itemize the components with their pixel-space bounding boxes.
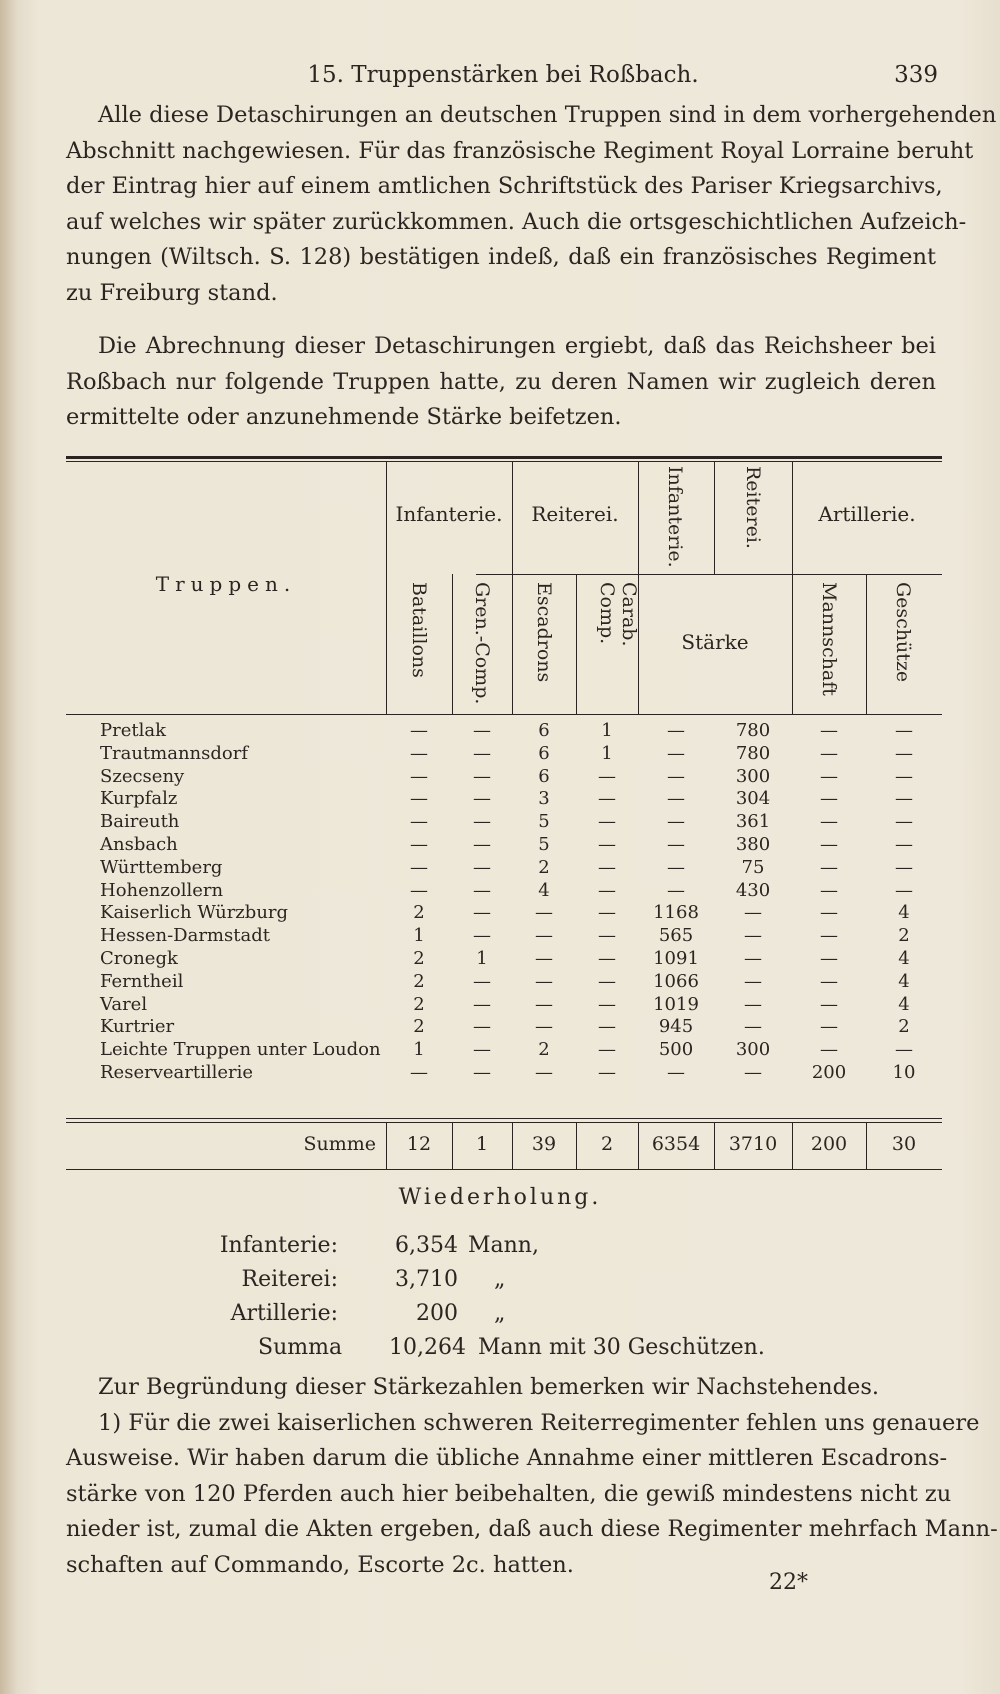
cell-carab-comp: — [598,788,616,810]
cell-inf-staerke: — [667,765,685,787]
cell-geschuetze: — [895,833,913,855]
cell-rei-staerke: — [744,1061,762,1083]
cell-inf-staerke: — [667,788,685,810]
cell-bataillons: 2 [413,902,425,924]
sum-mannschaft: 200 [810,1133,848,1155]
sum-bataillons: 12 [406,1133,432,1155]
cell-escadrons: 4 [538,879,550,901]
cell-carab-comp: — [598,947,616,969]
table-row [66,925,942,948]
cell-inf-staerke: 1019 [653,993,699,1015]
cell-gren-comp: — [473,970,491,992]
recap-summa-rest: Mann mit 30 Geschützen. [478,1335,765,1360]
sum-escadrons: 39 [531,1133,557,1155]
recap-rei-label: Reiterei: [241,1267,338,1292]
text-line: auf welches wir später zurückkommen. Auch die ortsgeschichtlichen Aufzeich- [66,208,967,235]
text-line: Zur Begründung dieser Stärkezahlen bemerken wir Nachstehendes. [98,1374,880,1400]
cell-name: Hessen-Darmstadt [100,925,270,947]
cell-rei-staerke: — [744,1016,762,1038]
cell-escadrons: 5 [538,811,550,833]
cell-name: Reserveartillerie [100,1061,254,1083]
sum-carab-comp: 2 [600,1133,614,1155]
cell-mannschaft: — [820,970,838,992]
cell-name: Kaiserlich Würzburg [100,902,289,924]
table-row [66,743,942,766]
cell-geschuetze: — [895,1039,913,1061]
cell-geschuetze: 2 [898,1016,910,1038]
table-row [66,880,942,903]
text-line: nieder ist, zumal die Akten ergeben, daß auch diese Regimenter mehrfach Mann- [66,1516,998,1543]
cell-bataillons: 2 [413,947,425,969]
cell-mannschaft: — [820,788,838,810]
cell-rei-staerke: 300 [735,765,771,787]
cell-bataillons: 2 [413,1016,425,1038]
sum-top-rule [66,1118,942,1119]
cell-carab-comp: 1 [601,720,613,741]
cell-mannschaft: — [820,925,838,947]
cell-bataillons: — [410,1061,428,1083]
cell-carab-comp: — [598,925,616,947]
table-top-rule [66,456,942,459]
cell-bataillons: — [410,720,428,741]
cell-escadrons: — [535,902,553,924]
cell-inf-staerke: 1091 [653,947,699,969]
cell-mannschaft: — [820,811,838,833]
recap-rei-unit: „ [494,1267,506,1292]
recap-art-label: Artillerie: [230,1301,338,1326]
cell-gren-comp: — [473,993,491,1015]
cell-escadrons: — [535,925,553,947]
cell-geschuetze: — [895,811,913,833]
cell-mannschaft: 200 [811,1061,847,1083]
cell-inf-staerke: 1066 [653,970,699,992]
sum-rei-staerke: 3710 [728,1133,778,1155]
text-line: Ausweise. Wir haben darum die übliche Annahme einer mittleren Escadrons- [66,1445,948,1472]
text-line: Abschnitt nachgewiesen. Für das französische Regiment Royal Lorraine beruht [66,137,974,164]
cell-geschuetze: — [895,765,913,787]
cell-escadrons: 6 [538,765,550,787]
cell-carab-comp: — [598,902,616,924]
header-bataillons: Bataillons [408,582,430,678]
header-gren-comp: Gren.-Comp. [471,582,493,705]
cell-name: Kurpfalz [100,788,178,810]
cell-mannschaft: — [820,1039,838,1061]
header-reiterei-group: Reiterei. [531,502,619,526]
cell-inf-staerke: — [667,833,685,855]
cell-mannschaft: — [820,833,838,855]
header-carab-comp: Carab. Comp. [596,582,640,647]
recap-summa-label: Summa [258,1335,343,1360]
cell-escadrons: 6 [538,742,550,764]
header-mannschaft: Mannschaft [818,582,840,696]
cell-carab-comp: — [598,1061,616,1083]
col-divider [714,462,715,574]
cell-gren-comp: 1 [476,947,488,969]
cell-geschuetze: — [895,788,913,810]
recap-inf-value: 6,354 [395,1233,458,1258]
sum-geschuetze: 30 [891,1133,917,1155]
cell-inf-staerke: 565 [658,925,694,947]
col-divider [576,574,577,714]
table-body [66,720,942,1085]
table-row [66,834,942,857]
cell-escadrons: 2 [538,1039,550,1061]
cell-carab-comp: — [598,856,616,878]
table-row [66,948,942,971]
recap-inf-label: Infanterie: [219,1233,338,1258]
cell-inf-staerke: — [667,1061,685,1083]
cell-gren-comp: — [473,902,491,924]
table-row [66,720,942,743]
cell-name: Trautmannsdorf [100,742,249,764]
cell-escadrons: — [535,947,553,969]
header-escadrons: Escadrons [533,582,555,683]
cell-gren-comp: — [473,925,491,947]
cell-inf-staerke: — [667,879,685,901]
cell-carab-comp: — [598,765,616,787]
cell-mannschaft: — [820,902,838,924]
header-truppen: Truppen. [155,572,297,596]
running-title: 15. Truppenstärken bei Roßbach. [307,62,699,88]
signature-mark: 22* [769,1570,808,1595]
cell-carab-comp: — [598,993,616,1015]
cell-bataillons: 2 [413,970,425,992]
paragraph-1 [66,98,997,312]
cell-inf-staerke: — [667,742,685,764]
recap-rei-value: 3,710 [395,1267,458,1292]
cell-escadrons: — [535,1061,553,1083]
table-row [66,1039,942,1062]
sum-gren-comp: 1 [475,1133,489,1155]
cell-rei-staerke: — [744,970,762,992]
cell-gren-comp: — [473,833,491,855]
cell-name: Baireuth [100,811,180,833]
cell-gren-comp: — [473,1061,491,1083]
cell-escadrons: — [535,1016,553,1038]
cell-name: Ferntheil [100,970,184,992]
col-divider [866,574,867,714]
cell-gren-comp: — [473,742,491,764]
cell-carab-comp: 1 [601,742,613,764]
page-header [68,62,938,102]
cell-mannschaft: — [820,742,838,764]
table-row [66,857,942,880]
header-reiterei-vertical: Reiterei. [742,466,764,549]
cell-mannschaft: — [820,856,838,878]
recap-art-unit: „ [494,1301,506,1326]
cell-name: Varel [100,993,148,1015]
header-bottom-rule [66,714,942,715]
cell-geschuetze: 4 [898,970,910,992]
cell-rei-staerke: 361 [735,811,771,833]
cell-inf-staerke: 1168 [653,902,699,924]
text-line: 1) Für die zwei kaiserlichen schweren Reiterregimenter fehlen uns genauere [98,1409,980,1436]
cell-gren-comp: — [473,1039,491,1061]
cell-name: Cronegk [100,947,178,969]
cell-inf-staerke: 500 [658,1039,694,1061]
cell-bataillons: — [410,879,428,901]
text-line: Alle diese Detaschirungen an deutschen Truppen sind in dem vorhergehenden [98,102,997,128]
cell-name: Leichte Truppen unter Loudon [100,1039,381,1061]
cell-bataillons: — [410,742,428,764]
cell-bataillons: 1 [413,925,425,947]
sum-inf-staerke: 6354 [651,1133,701,1155]
header-geschuetze: Geschütze [892,582,914,683]
table-row [66,1062,942,1085]
cell-bataillons: — [410,765,428,787]
cell-mannschaft: — [820,1016,838,1038]
recap-inf-unit: Mann, [468,1233,539,1258]
cell-carab-comp: — [598,879,616,901]
cell-mannschaft: — [820,879,838,901]
header-staerke: Stärke [681,630,749,654]
cell-escadrons: 6 [538,720,550,741]
cell-rei-staerke: — [744,902,762,924]
cell-escadrons: — [535,970,553,992]
col-divider [512,462,513,714]
cell-geschuetze: 4 [898,902,910,924]
cell-rei-staerke: — [744,993,762,1015]
cell-geschuetze: — [895,856,913,878]
cell-geschuetze: 2 [898,925,910,947]
sum-row [66,1120,942,1168]
table-top-rule-thin [66,461,942,462]
cell-inf-staerke: — [667,856,685,878]
paragraph-2 [66,329,936,436]
table-row [66,811,942,834]
cell-inf-staerke: — [667,720,685,741]
text-line: der Eintrag hier auf einem amtlichen Schriftstück des Pariser Kriegsarchivs, [66,173,943,200]
cell-escadrons: 3 [538,788,550,810]
cell-name: Württemberg [100,856,223,878]
cell-escadrons: 2 [538,856,550,878]
recap-art-value: 200 [416,1301,458,1326]
table-row [66,788,942,811]
cell-carab-comp: — [598,833,616,855]
header-artillerie-group: Artillerie. [818,502,916,526]
cell-geschuetze: 10 [892,1061,916,1083]
col-divider [452,574,453,714]
cell-carab-comp: — [598,970,616,992]
cell-geschuetze: — [895,720,913,741]
cell-gren-comp: — [473,811,491,833]
cell-geschuetze: — [895,879,913,901]
cell-name: Szecseny [100,765,185,787]
cell-name: Kurtrier [100,1016,175,1038]
cell-gren-comp: — [473,1016,491,1038]
cell-rei-staerke: 780 [735,742,771,764]
table-row [66,766,942,789]
table-row [66,902,942,925]
col-divider [792,462,793,714]
col-divider [386,462,387,714]
cell-geschuetze: 4 [898,993,910,1015]
cell-gren-comp: — [473,856,491,878]
cell-rei-staerke: — [744,925,762,947]
cell-gren-comp: — [473,879,491,901]
cell-gren-comp: — [473,788,491,810]
header-infanterie-vertical: Infanterie. [664,466,686,568]
cell-geschuetze: — [895,742,913,764]
cell-name: Pretlak [100,720,166,741]
cell-rei-staerke: 75 [741,856,765,878]
cell-mannschaft: — [820,765,838,787]
cell-carab-comp: — [598,1039,616,1061]
cell-gren-comp: — [473,720,491,741]
text-line: Die Abrechnung dieser Detaschirungen ergiebt, daß das Reichsheer bei [98,333,936,359]
cell-escadrons: — [535,993,553,1015]
cell-name: Hohenzollern [100,879,224,901]
cell-rei-staerke: 430 [735,879,771,901]
text-line: ermittelte oder anzunehmende Stärke beifetzen. [66,404,622,431]
text-line: zu Freiburg stand. [66,279,278,306]
cell-rei-staerke: 780 [735,720,771,741]
text-line: nungen (Wiltsch. S. 128) bestätigen indeß, daß ein französisches Regiment [66,244,936,271]
table-row [66,1016,942,1039]
page-number: 339 [894,62,938,88]
cell-rei-staerke: — [744,947,762,969]
cell-inf-staerke: 945 [658,1016,694,1038]
cell-bataillons: — [410,788,428,810]
cell-rei-staerke: 300 [735,1039,771,1061]
troop-strength-table [66,452,942,1172]
text-line: Roßbach nur folgende Truppen hatte, zu deren Namen wir zugleich deren [66,368,936,395]
text-line: stärke von 120 Pferden auch hier beibehalten, die gewiß mindestens nicht zu [66,1480,952,1507]
header-divider [476,574,942,575]
recap-heading: Wiederholung. [398,1185,602,1210]
cell-bataillons: — [410,856,428,878]
cell-escadrons: 5 [538,833,550,855]
cell-geschuetze: 4 [898,947,910,969]
table-bottom-rule [66,1169,942,1170]
text-line: schaften auf Commando, Escorte 2c. hatten. [66,1551,574,1578]
cell-mannschaft: — [820,720,838,741]
cell-gren-comp: — [473,765,491,787]
cell-rei-staerke: 304 [735,788,771,810]
sum-label: Summe [303,1133,376,1155]
header-infanterie-group: Infanterie. [395,502,503,526]
cell-bataillons: 1 [413,1039,425,1061]
cell-mannschaft: — [820,947,838,969]
recap-summa-value: 10,264 [389,1335,466,1360]
cell-bataillons: — [410,811,428,833]
cell-bataillons: — [410,833,428,855]
cell-name: Ansbach [100,833,178,855]
cell-mannschaft: — [820,993,838,1015]
cell-bataillons: 2 [413,993,425,1015]
cell-inf-staerke: — [667,811,685,833]
table-row [66,994,942,1017]
table-row [66,971,942,994]
cell-carab-comp: — [598,811,616,833]
paragraph-3 [66,1370,998,1584]
cell-rei-staerke: 380 [735,833,771,855]
cell-carab-comp: — [598,1016,616,1038]
